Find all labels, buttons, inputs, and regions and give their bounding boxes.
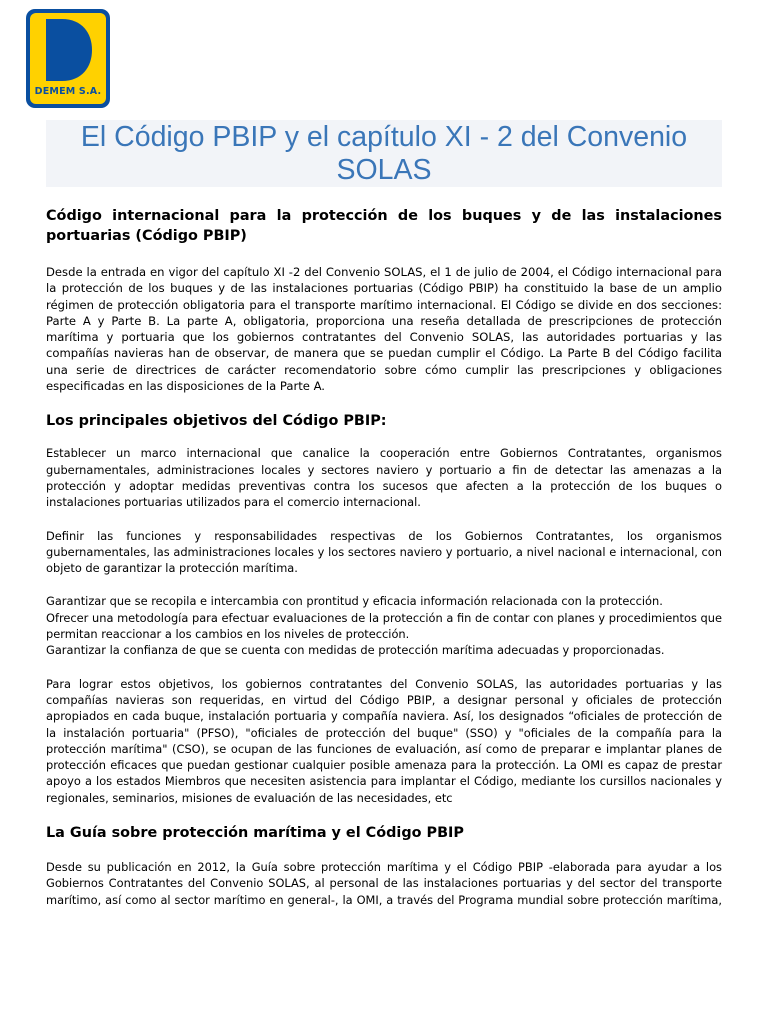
intro-paragraph: Desde la entrada en vigor del capítulo XI -2 del Convenio SOLAS, el 1 de julio de 2004, el Código internacional para la protección de los buques y de las instalaciones portuarias (Código PBIP) ha constituido la base de un amplio régimen de protección obligatoria para el transporte marítimo internacional. El Código se divide en dos secciones: Parte A y Parte B. La parte A, obligatoria, proporciona una reseña detallada de prescripciones de protección marítima y portuaria que los gobiernos contratantes del Convenio SOLAS, las autoridades portuarias y las compañías navieras han de observar, de manera que se puedan cumplir el Código. La Parte B del Código facilita una serie de directrices de carácter recomendatorio sobre cómo cumplir las prescripciones y obligaciones especificadas en las disposiciones de la Parte A. <box>46 265 722 394</box>
objectives-line-1: Garantizar que se recopila e intercambia con prontitud y eficacia información relacionada con la protección. <box>46 594 663 609</box>
document-subtitle: Código internacional para la protección de los buques y de las instalaciones portuarias (Código PBIP) <box>46 208 722 244</box>
objectives-line-3: Garantizar la confianza de que se cuenta con medidas de protección marítima adecuadas y proporcionadas. <box>46 643 665 658</box>
objectives-paragraph-2: Definir las funciones y responsabilidades respectivas de los Gobiernos Contratantes, los organismos gubernamentales, las administraciones locales y los sectores naviero y portuario, a nivel nacional e internacional, con objeto de garantizar la protección marítima. <box>46 528 722 576</box>
guide-paragraph-1: Desde su publicación en 2012, la Guía sobre protección marítima y el Código PBIP -elaborada para ayudar a los Gobiernos Contratantes del Convenio SOLAS, al personal de las instalaciones portuarias y del sector del transporte marítimo, así como al sector marítimo en general-, la OMI, a través del Programa mundial sobre protección marítima, <box>46 860 722 907</box>
document-body <box>46 206 722 908</box>
objectives-line-2: Ofrecer una metodología para efectuar evaluaciones de la protección a fin de contar con planes y procedimientos que permitan reaccionar a los cambios en los niveles de protección. <box>46 610 722 642</box>
page-title: El Código PBIP y el capítulo XI - 2 del Convenio SOLAS <box>80 121 688 186</box>
logo-text: DEMEM S.A. <box>34 86 102 97</box>
guide-heading: La Guía sobre protección marítima y el Código PBIP <box>46 825 464 842</box>
title-box <box>46 120 722 187</box>
demem-d-logo-icon <box>42 17 94 83</box>
logo-background <box>30 13 106 104</box>
objectives-heading: Los principales objetivos del Código PBIP: <box>46 413 387 430</box>
company-logo <box>26 9 110 108</box>
objectives-paragraph-4: Para lograr estos objetivos, los gobiernos contratantes del Convenio SOLAS, las autoridades portuarias y las compañías navieras son requeridas, en virtud del Código PBIP, a designar personal y oficiales de protección apropiados en cada buque, instalación portuaria y compañía naviera. Así, los designados “oficiales de protección de la instalación portuaria" (PFSO), "oficiales de protección del buque" (SSO) y "oficiales de la compañía para la protección marítima" (CSO), se ocupan de las funciones de evaluación, así como de preparar e implantar planes de protección eficaces que puedan gestionar cualquier posible amenaza para la protección. La OMI es capaz de prestar apoyo a los estados Miembros que necesiten asistencia para implantar el Código, mediante los cursillos nacionales y regionales, seminarios, misiones de evaluación de las necesidades, etc <box>46 676 722 805</box>
objectives-paragraph-1: Establecer un marco internacional que canalice la cooperación entre Gobiernos Contratantes, organismos gubernamentales, administraciones locales y sectores naviero y portuario a fin de detectar las amenazas a la protección y adoptar medidas preventivas contra los sucesos que afecten a la protección de los buques o instalaciones portuarias utilizados para el comercio internacional. <box>46 446 722 510</box>
